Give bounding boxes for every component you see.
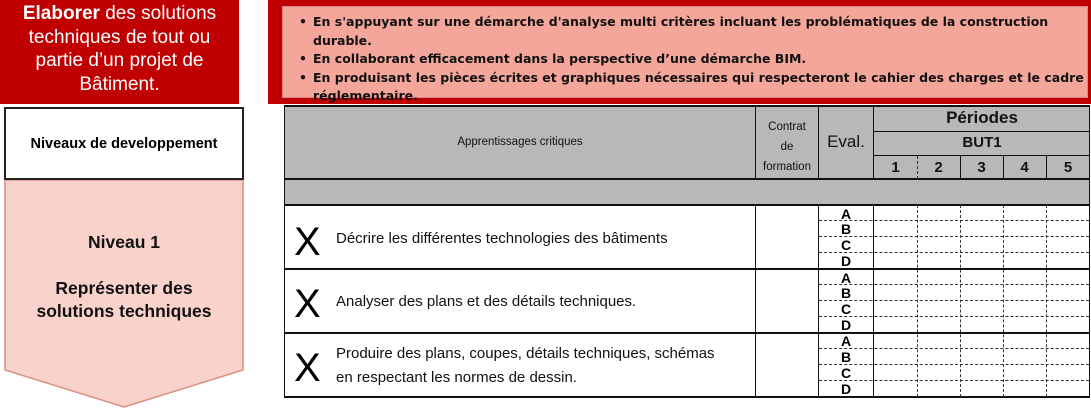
table-border-left (284, 105, 285, 398)
grade-b: B (840, 221, 852, 237)
col-divider (818, 105, 819, 179)
x-mark: X (294, 346, 321, 390)
col-divider (818, 205, 819, 397)
grade-a: A (840, 333, 852, 349)
col-divider (755, 105, 756, 179)
divider (284, 204, 1090, 206)
competence-title-line4: Bâtiment. (79, 73, 160, 95)
col-header-contrat: Contrat de formation (763, 121, 811, 173)
grade-b: B (840, 349, 852, 365)
competence-title-line1: des solutions (99, 3, 217, 24)
grade-a: A (840, 206, 852, 222)
competence-title-line3: partie d’un projet de (35, 50, 204, 71)
table-border-right (1089, 105, 1090, 398)
competence-verb: Elaborer (22, 3, 100, 24)
period-number: 4 (1020, 159, 1029, 176)
grade-d: D (840, 253, 852, 269)
grade-c: C (840, 301, 852, 317)
grade-d: D (840, 317, 852, 333)
situations-box (282, 6, 1088, 103)
period-divider (960, 156, 961, 179)
divider (284, 268, 1090, 270)
x-mark: X (294, 220, 321, 264)
levels-header-label: Niveaux de developpement (30, 135, 218, 152)
grade-line (819, 252, 1089, 253)
grade-b: B (840, 285, 852, 301)
ac-row-2-text: Analyser des plans et des détails techniques. (336, 293, 637, 310)
period-number: 2 (934, 159, 943, 176)
table-border-bottom (284, 396, 1090, 398)
period-divider (917, 156, 918, 179)
grade-line (819, 220, 1089, 221)
grade-line (819, 364, 1089, 365)
col-header-periodes: Périodes (946, 108, 1018, 127)
situations-list (299, 13, 1087, 106)
situation-item-continued: réglementaire. (313, 88, 418, 103)
divider (874, 131, 1090, 132)
col-header-but1: BUT1 (962, 134, 1002, 151)
gray-spacer-row (284, 179, 1090, 205)
grade-line (819, 348, 1089, 349)
level-label: Niveau 1 (88, 232, 160, 252)
situation-item: • En collaborant efficacement dans la perspective d’une démarche BIM. (299, 50, 1087, 69)
competence-title-line2: techniques de tout ou (28, 26, 211, 48)
col-header-eval: Eval. (827, 132, 865, 151)
period-divider (917, 205, 918, 397)
divider (874, 155, 1090, 156)
divider (284, 178, 1090, 180)
period-divider (960, 205, 961, 397)
period-divider (1046, 156, 1047, 179)
col-divider (755, 205, 756, 397)
level-title-line2: solutions techniques (36, 301, 212, 321)
ac-row-1-text: Décrire les différentes technologies des bâtiments (336, 230, 668, 247)
grade-c: C (840, 237, 852, 253)
period-divider (1046, 205, 1047, 397)
level-block (4, 231, 244, 323)
x-mark: X (294, 282, 321, 326)
levels-header (4, 107, 244, 180)
grade-line (819, 284, 1089, 285)
situation-item: • En produisant les pièces écrites et graphiques nécessaires qui respecteront le cahier des charges et le cadre (299, 69, 1087, 88)
ac-row-3-text-line1: Produire des plans, coupes, détails techniques, schémas (336, 345, 715, 362)
grade-line (819, 236, 1089, 237)
grade-line (819, 300, 1089, 301)
col-header-ac: Apprentissages critiques (457, 136, 583, 148)
period-number: 5 (1063, 159, 1073, 176)
col-divider (873, 105, 874, 179)
grade-a: A (840, 270, 852, 286)
period-number: 1 (891, 159, 900, 176)
grade-line (819, 316, 1089, 317)
table-border-top (284, 105, 1090, 107)
grade-c: C (840, 365, 852, 381)
level-title-line1: Représenter des (55, 278, 193, 298)
period-divider (1003, 205, 1004, 397)
divider (284, 332, 1090, 334)
period-number: 3 (977, 159, 986, 176)
situation-item: • En s'appuyant sur une démarche d'analyse multi critères incluant les problématiques de la construction durable. (299, 13, 1087, 50)
competence-title (0, 2, 239, 96)
grade-d: D (840, 381, 852, 397)
ac-row-3-text-line2: en respectant les normes de dessin. (336, 369, 577, 386)
grade-line (819, 380, 1089, 381)
col-divider (873, 205, 874, 397)
period-divider (1003, 156, 1004, 179)
